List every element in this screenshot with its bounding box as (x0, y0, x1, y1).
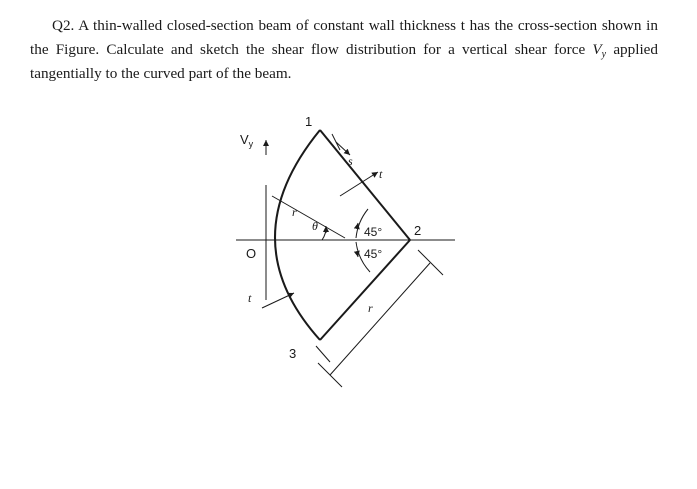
angle-lower-label: 45° (364, 247, 383, 261)
wall-1-2 (320, 130, 410, 240)
r-label-radius: r (292, 205, 297, 219)
s-label: s (348, 154, 353, 168)
dimension-line-r (330, 263, 430, 375)
angle-upper-label: 45° (364, 225, 383, 239)
force-symbol: $V_y$ (592, 41, 607, 60)
question-body-1: A thin-walled closed-section beam of constant wall thickness t has the cross-section shown in the Figure. Calculate and sketch the shear flow distribution for a vertical shear force (30, 17, 658, 58)
question-number: Q2. (52, 17, 75, 34)
radius-line (272, 196, 345, 238)
angle-tick-lower (357, 252, 358, 257)
question-body-2: applied tangentially to the curved part of the beam. (30, 41, 659, 82)
t-arrow-left (262, 293, 294, 308)
curved-wall (275, 130, 320, 340)
t-label-top: t (379, 167, 383, 181)
r-label-side: r (368, 301, 373, 315)
dimension-tick-upper (418, 250, 443, 275)
t-label-left: t (248, 291, 252, 305)
point-2-label: 2 (414, 223, 422, 238)
dimension-tick-lower (318, 363, 342, 387)
extension-line-3 (316, 346, 330, 362)
point-3-label: 3 (289, 346, 297, 361)
theta-arc (322, 226, 326, 240)
point-1-label: 1 (305, 114, 313, 129)
vy-label: $V_y$ (240, 132, 254, 149)
theta-label: θ (312, 219, 318, 233)
origin-label: O (246, 246, 257, 261)
